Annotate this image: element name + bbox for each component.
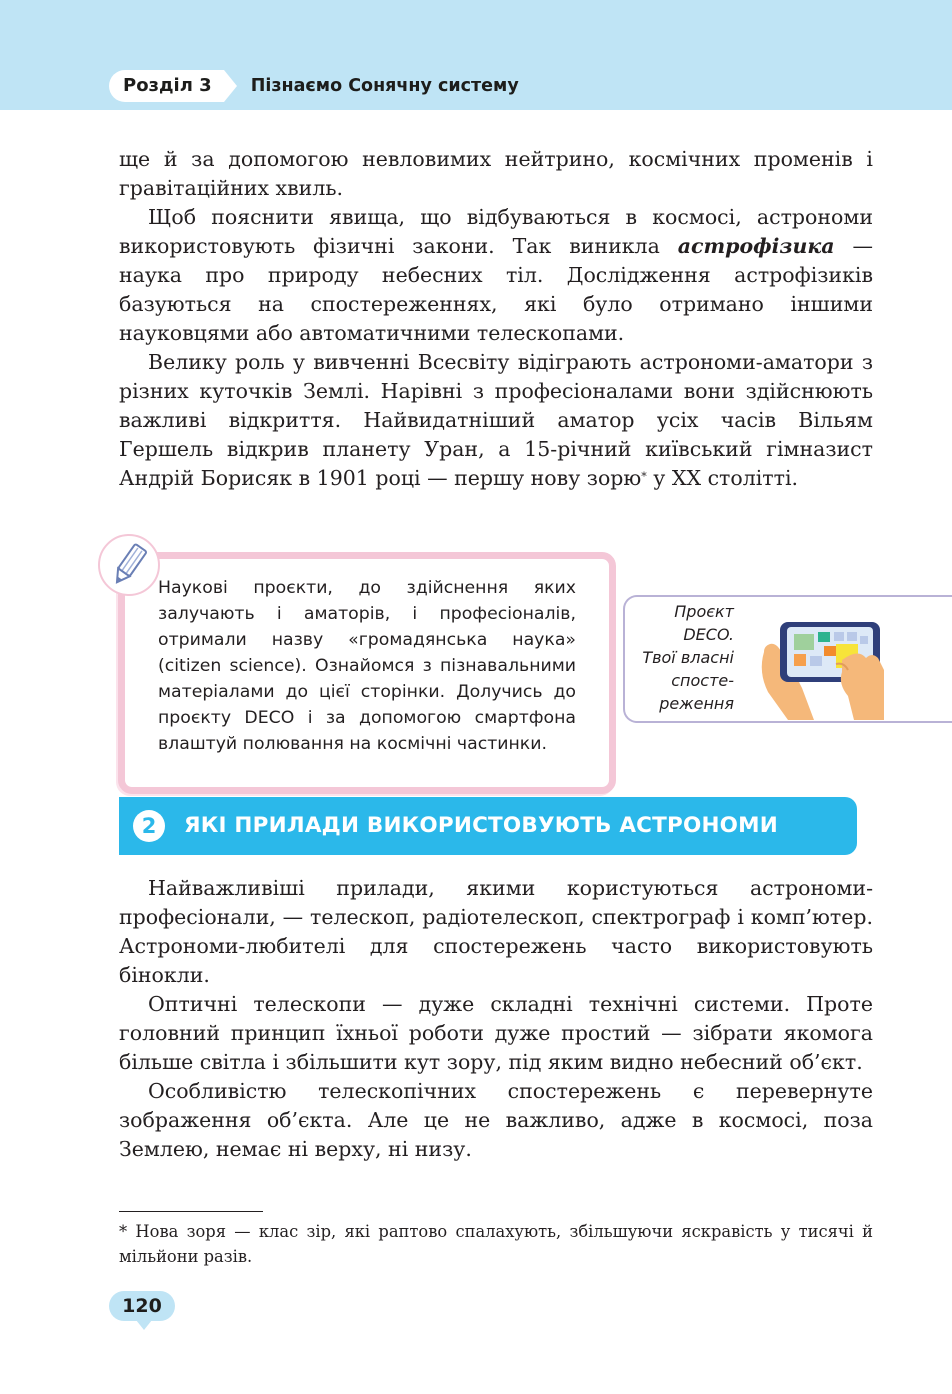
section-body: [119, 874, 873, 1164]
intro-p2-before: Щоб пояснити явища, що відбуваються в космосі, астрономи використовують фізичні закони. Так виникла: [119, 205, 873, 258]
body-paragraph-2: Оптичні телескопи — дуже складні технічні системи. Проте головний принцип їхньої роботи дуже простий — зібрати якомога більше світла і збільшити кут зору, під яким видно небесний об’єкт.: [119, 992, 873, 1074]
intro-text: [119, 145, 873, 493]
footnote-marker: *: [641, 470, 647, 483]
intro-p3-before: Велику роль у вивченні Всесвіту відіграють астрономи-аматори з різних куточків Землі. Нарівні з професіоналами вони здійснюють важливі відкриття. Найвидатніший аматор усіх часів Вільям Гершель відкрив планету Уран, а 15-річний київський гімназист Андрій Борисяк в 1901 році — першу нову зорю: [119, 350, 873, 490]
page-number: 120: [109, 1291, 175, 1321]
deco-line-2: DECO.: [683, 625, 734, 644]
body-paragraph-3: Особливістю телескопічних спостережень є перевернуте зображення об’єкта. Але це не важливо, адже в космосі, поза Землею, немає ні верху, ні низу.: [119, 1079, 873, 1161]
chapter-label: Розділ 3: [109, 70, 224, 102]
section-number: 2: [133, 810, 165, 842]
pencil-icon: [98, 534, 160, 596]
intro-p2-after: — наука про природу небесних тіл. Дослідження астрофізиків базуються на спостереженнях, які було отримано іншими науковцями або автоматичними телескопами.: [119, 234, 873, 345]
intro-paragraph-2: [119, 203, 873, 348]
deco-line-4: спосте-: [671, 671, 734, 690]
deco-line-5: реження: [659, 694, 734, 713]
page-number-tail: [136, 1320, 152, 1330]
body-paragraph-1: Найважливіші прилади, якими користуються астрономи-професіонали, — телескоп, радіотелескоп, спектрограф і комп’ютер. Астрономи-любителі для спостережень часто використовують бінокли.: [119, 876, 873, 987]
term-astrophysics: астрофізика: [677, 234, 835, 258]
deco-line-1: Проєкт: [674, 602, 734, 621]
hands-smartphone-illustration: [754, 612, 884, 722]
chapter-title: Пізнаємо Сонячну систему: [250, 76, 519, 96]
footnote-rule: [119, 1211, 263, 1212]
intro-paragraph-1: ще й за допомогою невловимих нейтрино, космічних променів і гравітаційних хвиль.: [119, 147, 873, 200]
chapter-arrow: [224, 70, 237, 102]
deco-line-3: Твої власні: [642, 648, 734, 667]
footnote: * Нова зоря — клас зір, які раптово спалахують, збільшуючи яскравість у тисячі й мільйони разів.: [119, 1222, 873, 1266]
intro-p3-after: у ХХ столітті.: [646, 466, 799, 490]
note-text: Наукові проєкти, до здійснення яких залучають і аматорів, і професіоналів, отримали назву «громадянська наука» (citizen science). Ознайомся з пізнавальними матеріалами до цієї сторінки. Долучись до проєкту DECO і за допомогою смартфона влаштуй полювання на космічні частинки.: [158, 578, 576, 754]
deco-caption: [630, 600, 734, 715]
chapter-tag: [109, 70, 519, 102]
section-title: ЯКІ ПРИЛАДИ ВИКОРИСТОВУЮТЬ АСТРОНОМИ: [184, 813, 778, 838]
intro-paragraph-3: [119, 348, 873, 493]
